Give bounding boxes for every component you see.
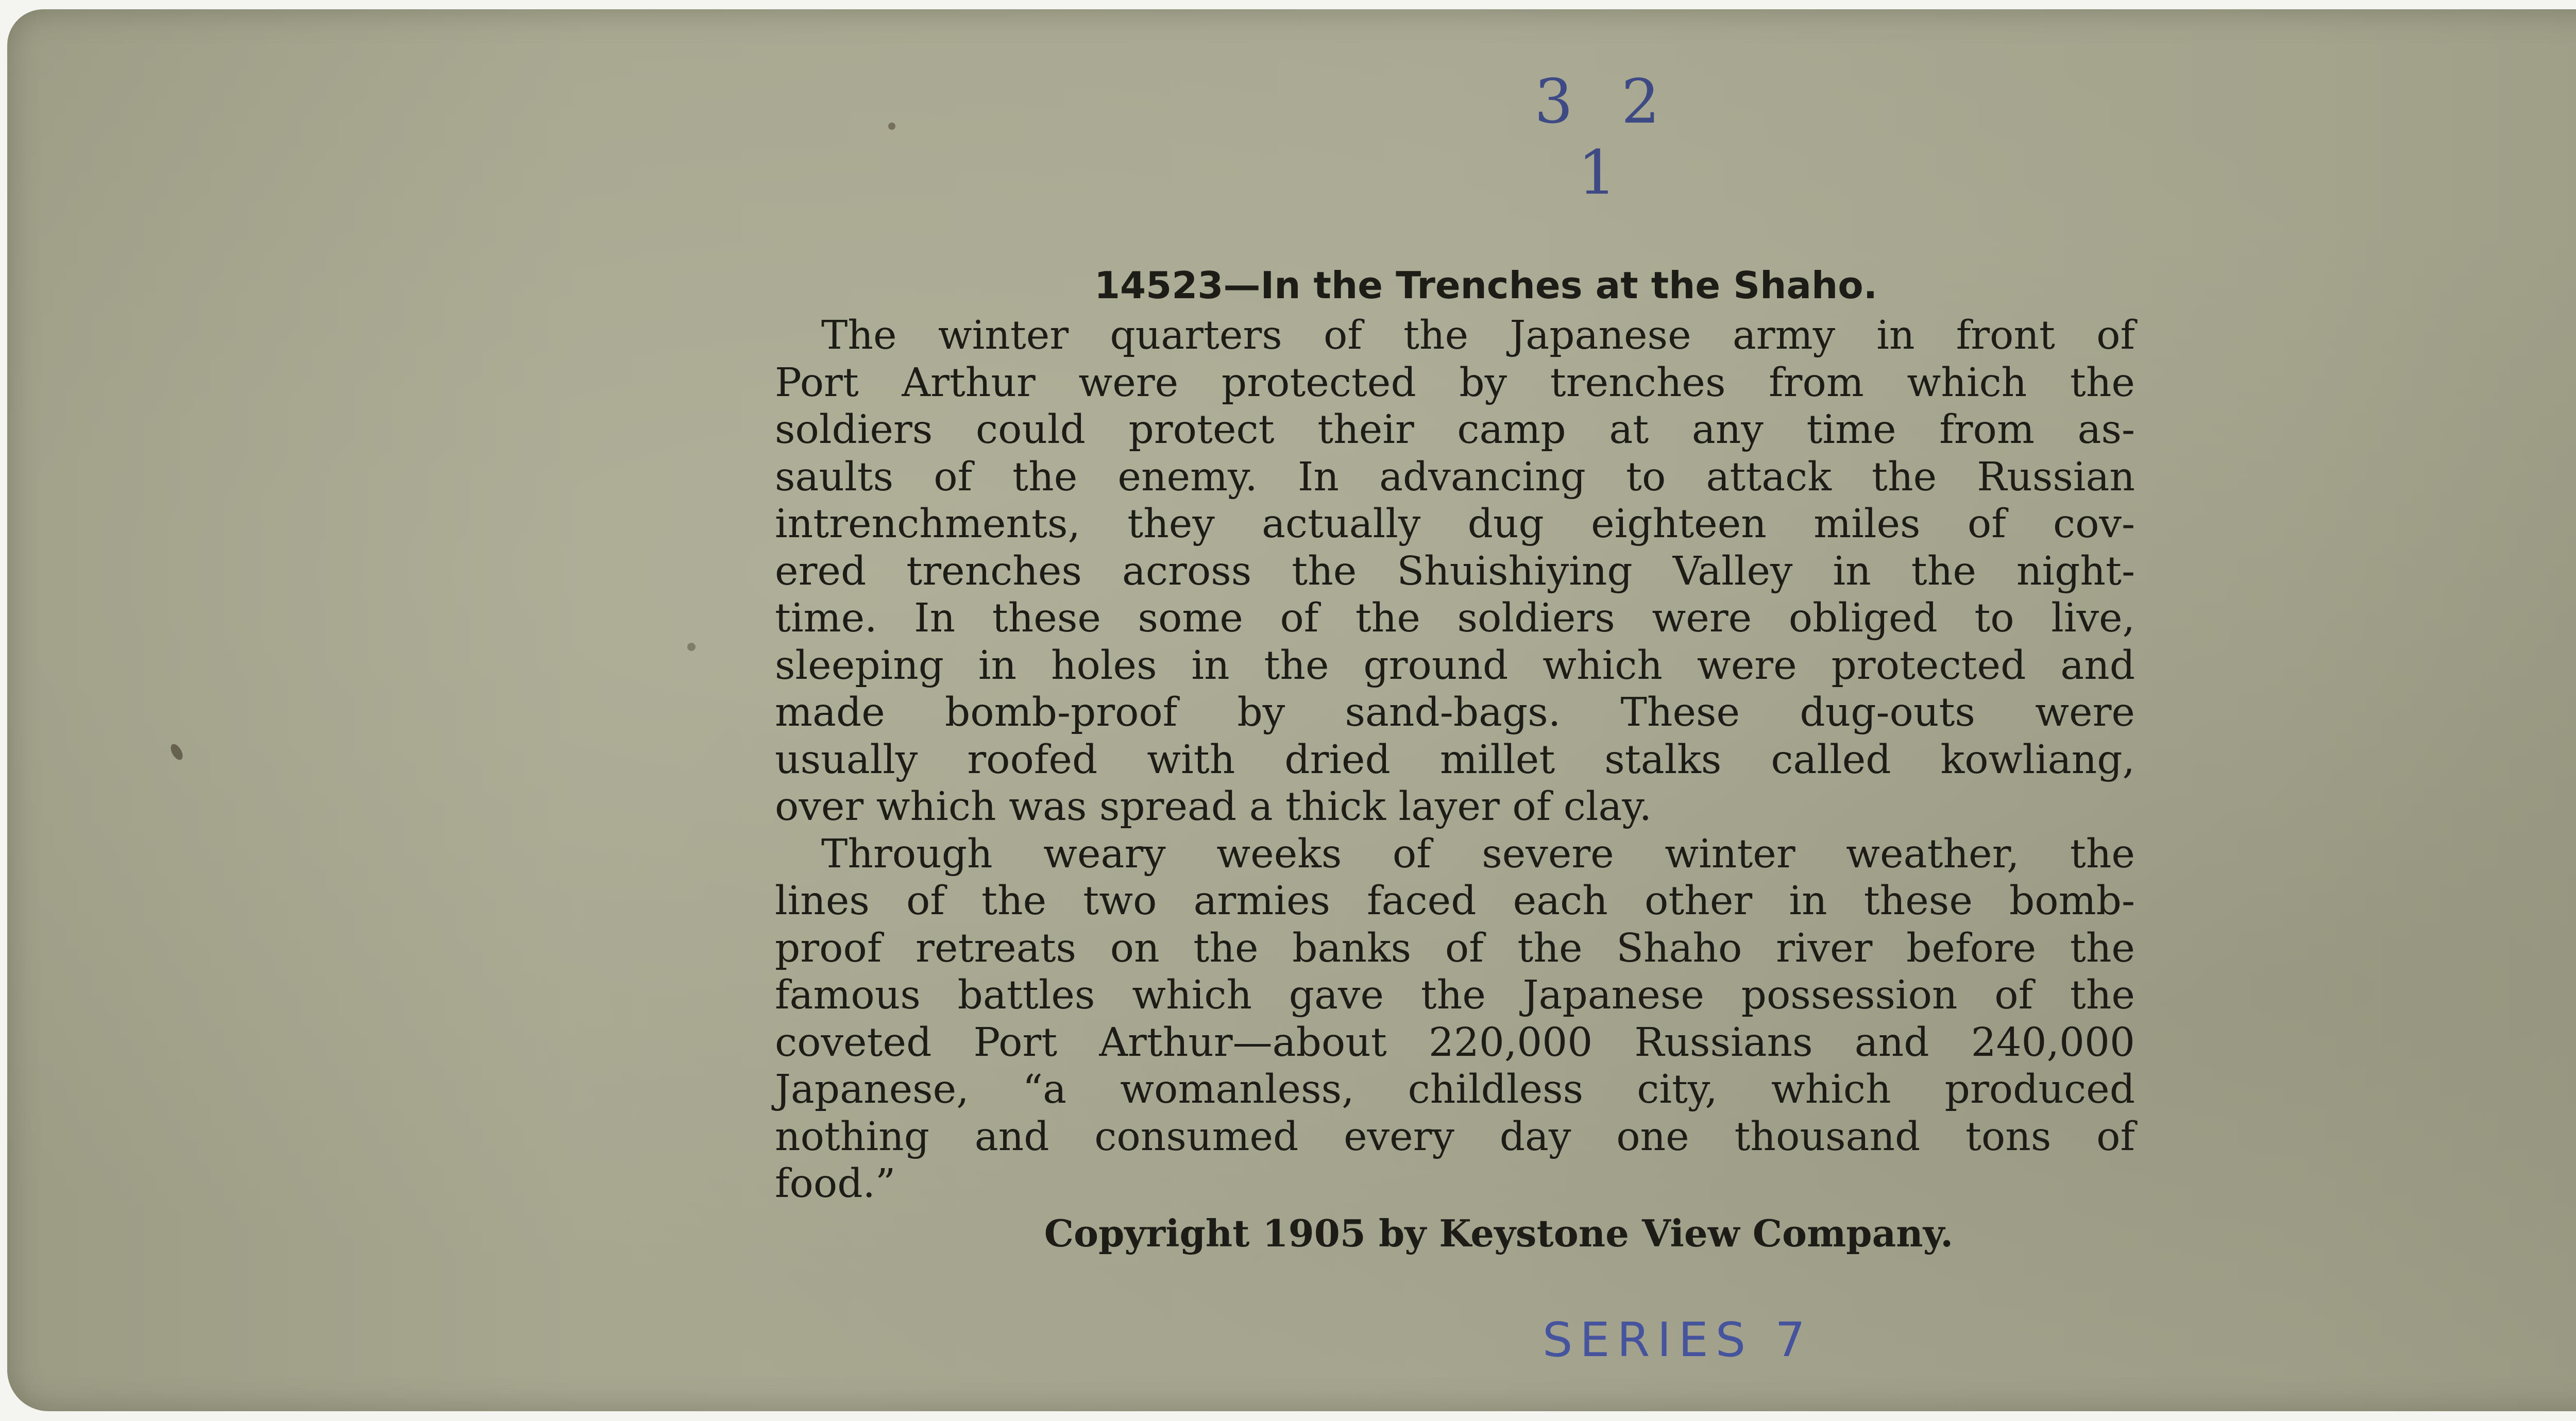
paragraph-line: Through weary weeks of severe winter weather, the (821, 831, 2135, 877)
paragraph-line: The winter quarters of the Japanese army in front of (821, 313, 2135, 358)
paragraph-line: usually roofed with dried millet stalks called kowliang, (775, 737, 2135, 783)
paragraph-line: lines of the two armies faced each other in these bomb- (775, 878, 2135, 924)
stain-mark (888, 123, 895, 130)
paragraph-line: Port Arthur were protected by trenches from which the (775, 359, 2135, 406)
paragraph-line: intrenchments, they actually dug eighteen miles of cov- (775, 501, 2135, 547)
paragraph-line: famous battles which gave the Japanese possession of the (775, 972, 2135, 1018)
stain-mark (168, 742, 185, 762)
paragraph-line: proof retreats on the banks of the Shaho river before the (775, 925, 2135, 971)
paragraph-line: saults of the enemy. In advancing to attack the Russian (775, 454, 2135, 500)
paragraph-line: made bomb-proof by sand-bags. These dug-outs were (775, 690, 2135, 735)
paragraph-1 (775, 312, 2135, 831)
stereoview-card-back (7, 9, 2576, 1411)
caption-text-block (775, 261, 2135, 1259)
copyright-line: Copyright 1905 by Keystone View Company. (1044, 1211, 1954, 1255)
paragraph-line: coveted Port Arthur—about 220,000 Russians and 240,000 (775, 1019, 2135, 1066)
paragraph-line: time. In these some of the soldiers were obliged to live, (775, 595, 2135, 641)
paragraph-line: ered trenches across the Shuishiying Valley in the night- (775, 548, 2135, 594)
paragraph-line: Japanese, “a womanless, childless city, which produced (775, 1067, 2135, 1112)
paragraph-line: sleeping in holes in the ground which were protected and (775, 642, 2135, 689)
paragraph-line: nothing and consumed every day one thousand tons of (775, 1114, 2135, 1160)
caption-title: 14523—In the Trenches at the Shaho. (1094, 264, 1878, 307)
paragraph-line: soldiers could protect their camp at any time from as- (775, 407, 2135, 453)
series-stamp: SERIES 7 (1543, 1312, 1812, 1367)
catalog-number-stamp: 3 2 1 (1534, 66, 1674, 208)
stain-mark (687, 643, 696, 651)
paragraph-line: food.” (775, 1161, 896, 1207)
paragraph-line: over which was spread a thick layer of clay. (775, 784, 1652, 830)
paragraph-2 (775, 831, 2135, 1208)
